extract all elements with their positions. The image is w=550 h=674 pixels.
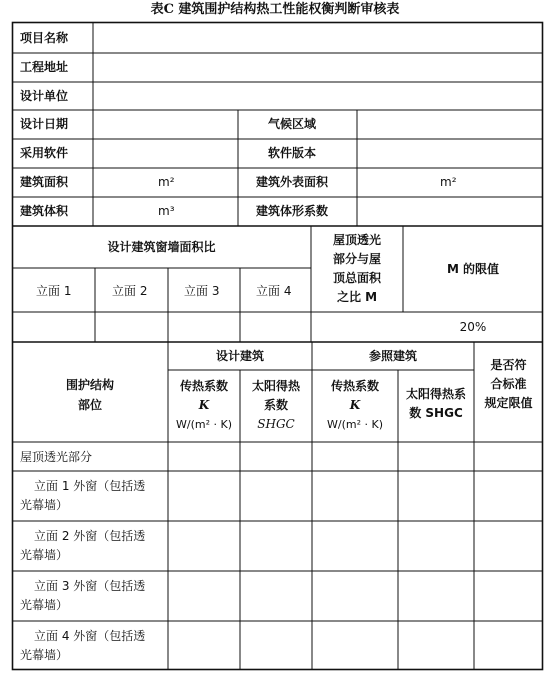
label-software-version: 软件版本 [268,146,317,160]
reference-shgc-line-1: 太阳得热系 [405,387,466,401]
row-facade-4-line-2: 光幕墙） [20,648,69,662]
unit-exterior-area: m² [440,175,457,189]
design-k-header [168,377,240,434]
label-building-area: 建筑面积 [20,175,69,189]
table-title: 表C 建筑围护结构热工性能权衡判断审核表 [150,2,400,17]
row-facade-1-line-2: 光幕墙） [20,498,69,512]
facade-2-label: 立面 2 [112,284,148,298]
label-climate-zone: 气候区域 [268,117,317,131]
row-facade-1-label [20,477,145,515]
reference-building-header: 参照建筑 [368,349,417,363]
window-ratio-header: 设计建筑窗墙面积比 [107,240,216,254]
facade-4-label: 立面 4 [256,284,292,298]
design-k-line-1: 传热系数 [179,379,228,393]
facade-1-label: 立面 1 [36,284,72,298]
label-project-name: 项目名称 [20,31,69,45]
row-facade-4-line-1: 立面 4 外窗（包括透 [34,629,146,643]
row-roof-label: 屋顶透光部分 [20,450,93,464]
reference-k-header [312,377,398,434]
row-facade-2-label [20,527,145,565]
design-shgc-line-1: 太阳得热 [251,379,300,393]
row-facade-3-line-2: 光幕墙） [20,598,69,612]
reference-shgc-header [398,385,474,423]
m-limit-label: M 的限值 [446,262,500,276]
design-k-line-3: W/(m² · K) [176,418,232,431]
label-project-address: 工程地址 [20,60,69,74]
roof-ratio-line-3: 顶总面积 [332,271,381,285]
design-k-line-2: K [198,398,210,412]
roof-ratio-line-1: 屋顶透光 [332,233,381,247]
reference-k-line-1: 传热系数 [330,379,379,393]
row-facade-2-line-2: 光幕墙） [20,548,69,562]
roof-ratio-line-2: 部分与屋 [332,252,381,266]
design-shgc-line-2: 系数 [263,398,288,412]
label-design-date: 设计日期 [20,117,69,131]
label-design-unit: 设计单位 [20,89,69,103]
row-facade-3-line-1: 立面 3 外窗（包括透 [34,579,146,593]
design-building-header: 设计建筑 [215,349,264,363]
compliance-line-1: 是否符 [490,358,527,372]
compliance-line-2: 合标准 [490,377,527,391]
roof-ratio-line-4: 之比 M [336,290,378,304]
facade-3-label: 立面 3 [184,284,220,298]
part-header-line-2: 部位 [77,398,102,412]
design-shgc-header [240,377,312,434]
label-software: 采用软件 [20,146,69,160]
envelope-part-header [12,375,168,415]
unit-area: m² [158,175,175,189]
design-shgc-line-3: SHGC [257,417,295,431]
reference-k-line-2: K [349,398,361,412]
row-facade-3-label [20,577,145,615]
row-facade-4-label [20,627,145,665]
compliance-line-3: 规定限值 [484,396,533,410]
label-shape-coefficient: 建筑体形系数 [256,204,329,218]
row-facade-2-line-1: 立面 2 外窗（包括透 [34,529,146,543]
label-building-volume: 建筑体积 [20,204,69,218]
reference-k-line-3: W/(m² · K) [327,418,383,431]
row-facade-1-line-1: 立面 1 外窗（包括透 [34,479,146,493]
part-header-line-1: 围护结构 [65,378,114,392]
unit-volume: m³ [158,204,175,218]
roof-ratio-header [311,231,403,307]
label-exterior-area: 建筑外表面积 [256,175,329,189]
compliance-header [474,356,543,413]
m-limit-value: 20% [459,320,487,334]
reference-shgc-line-2: 数 SHGC [409,406,463,420]
